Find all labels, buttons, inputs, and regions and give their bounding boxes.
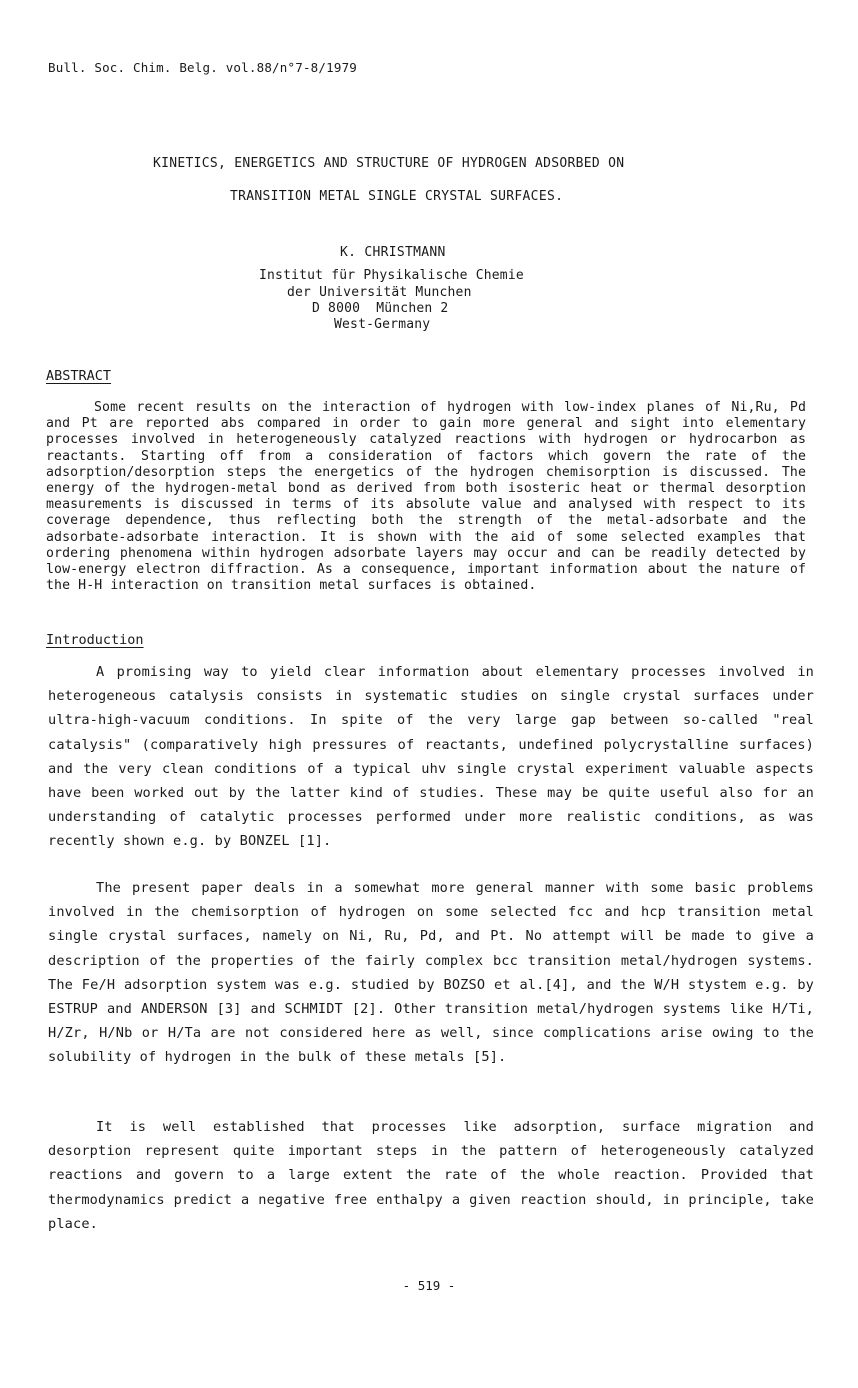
introduction-paragraph: The present paper deals in a somewhat more general manner with some basic problems involved in the chemisorption of hydrogen on some selected fcc and hcp transition metal single crystal surfaces, namely on Ni, Ru, Pd, and Pt. No attempt will be made to give a description of the properties of the fairly complex bcc transition metal/hydrogen systems. The Fe/H adsorption system was e.g. studied by BOZSO et al.[4], and the W/H stystem e.g. by ESTRUP and ANDERSON [3] and SCHMIDT [2]. Other transition metal/hydrogen systems like H/Ti, H/Zr, H/Nb or H/Ta are not considered here as well, since complications arise owing to the solubility of hydrogen in the bulk of these metals [5]. <box>48 880 814 1066</box>
introduction-heading: Introduction <box>46 632 144 648</box>
affiliation-line: der Universität Munchen <box>287 285 472 300</box>
abstract-heading: ABSTRACT <box>46 368 112 384</box>
introduction-paragraph: A promising way to yield clear information about elementary processes involved in heterogeneous catalysis consists in systematic studies on single crystal surfaces under ultra-high-vacuum conditions. In spite of the very large gap between so-called "real catalysis" (comparatively high pressures of reactants, undefined polycrystalline surfaces) and the very clean conditions of a typical uhv single crystal experiment valuable aspects have been worked out by the latter kind of studies. These may be quite useful also for an understanding of catalytic processes performed under more realistic conditions, as was recently shown e.g. by BONZEL [1]. <box>48 664 814 850</box>
journal-reference: Bull. Soc. Chim. Belg. vol.88/n°7-8/1979 <box>48 60 358 75</box>
title-line-1: KINETICS, ENERGETICS AND STRUCTURE OF HYDROGEN ADSORBED ON <box>153 156 625 171</box>
abstract-text: Some recent results on the interaction of hydrogen with low-index planes of Ni,Ru, Pd and Pt are reported abs compared in order to gain more general and sight into elementary processes involved in heterogeneously catalyzed reactions with hydrogen or hydrocarbon as reactants. Starting off from a consideration of factors which govern the rate of the adsorption/desorption steps the energetics of the hydrogen chemisorption is discussed. The energy of the hydrogen-metal bond as derived from both isosteric heat or thermal desorption measurements is discussed in terms of its absolute value and analysed with respect to its coverage dependence, thus reflecting both the strength of the metal-adsorbate and the adsorbate-adsorbate interaction. It is shown with the aid of some selected examples that ordering phenomena within hydrogen adsorbate layers may occur and can be readily detected by low-energy electron diffraction. As a consequence, important information about the nature of the H-H interaction on transition metal surfaces is obtained. <box>46 400 806 594</box>
author-name: K. CHRISTMANN <box>340 245 446 260</box>
title-line-2: TRANSITION METAL SINGLE CRYSTAL SURFACES. <box>230 189 564 204</box>
affiliation-line: West-Germany <box>334 317 431 332</box>
affiliation-line: D 8000 München 2 <box>312 301 449 316</box>
page-number: - 519 - <box>402 1278 456 1293</box>
introduction-paragraph: It is well established that processes like adsorption, surface migration and desorption represent quite important steps in the pattern of heterogeneously catalyzed reactions and govern to a large extent the rate of the whole reaction. Provided that thermodynamics predict a negative free enthalpy a given reaction should, in principle, take place. <box>48 1119 814 1232</box>
affiliation-line: Institut für Physikalische Chemie <box>259 268 524 283</box>
